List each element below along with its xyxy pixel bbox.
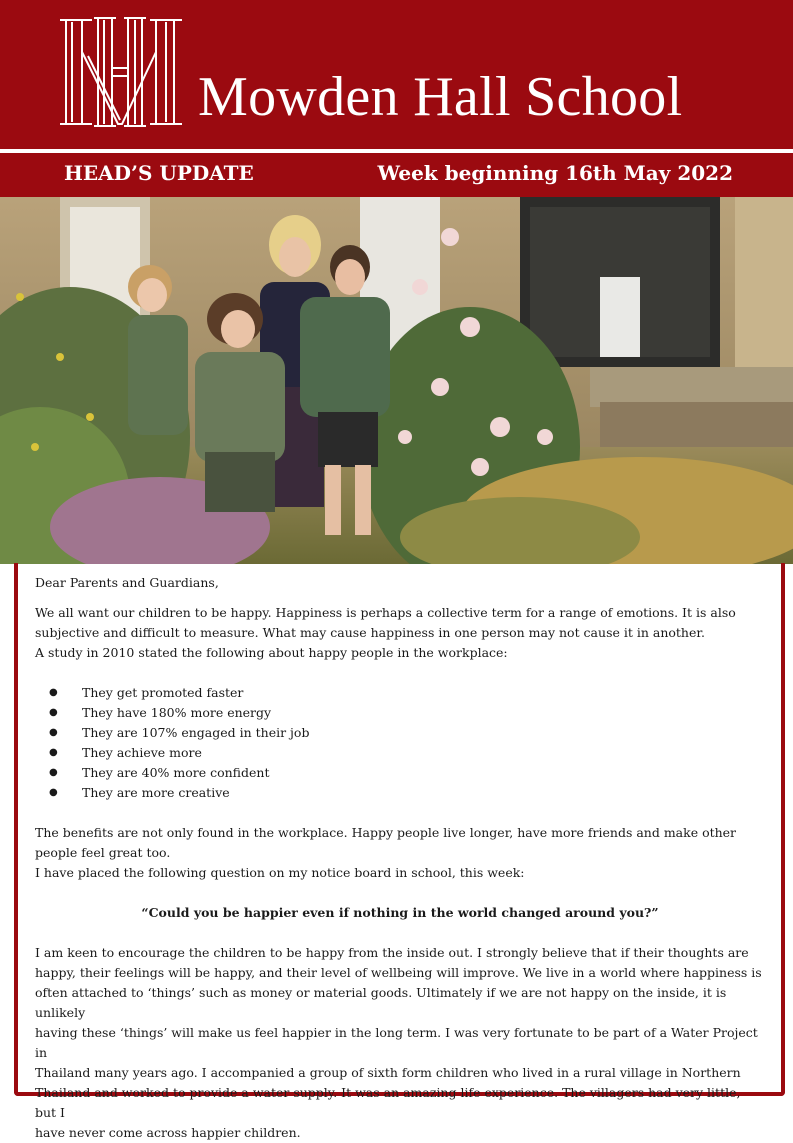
list-item: ● They achieve more — [35, 743, 765, 763]
mh-monogram-icon — [58, 12, 184, 132]
header-banner — [0, 0, 793, 197]
list-item: ● They are more creative — [35, 783, 765, 803]
para3-line: Thailand and worked to provide a water supply. It was an amazing life experience. The villagers had very little, but I — [35, 1085, 741, 1120]
benefits-list — [35, 683, 765, 803]
para1-line: A study in 2010 stated the following about happy people in the workplace: — [35, 645, 508, 660]
para1-line: subjective and difficult to measure. What may cause happiness in one person may not cause it in another. — [35, 625, 705, 640]
para3-line: having these ‘things’ will make us feel happier in the long term. I was very fortunate to be part of a Water Project in — [35, 1025, 758, 1060]
banner-divider — [0, 149, 793, 153]
list-item: ● They are 40% more confident — [35, 763, 765, 783]
list-item: ● They are 107% engaged in their job — [35, 723, 765, 743]
list-item: ● They get promoted faster — [35, 683, 765, 703]
notice-board-quote: “Could you be happier even if nothing in the world changed around you?” — [141, 905, 659, 920]
para2-line: people feel great too. — [35, 845, 171, 860]
school-name: Mowden Hall School — [198, 66, 683, 128]
para1-line: We all want our children to be happy. Happiness is perhaps a collective term for a range of emotions. It is also — [35, 605, 736, 620]
salutation: Dear Parents and Guardians, — [35, 575, 219, 590]
para3-line: I am keen to encourage the children to be happy from the inside out. I strongly believe that if their thoughts are — [35, 945, 749, 960]
para3-line: happy, their feelings will be happy, and their level of wellbeing will improve. We live in a world where happiness is — [35, 965, 762, 980]
list-item: ● They have 180% more energy — [35, 703, 765, 723]
para3-line: often attached to ‘things’ such as money or material goods. Ultimately if we are not happy on the inside, it is unlikely — [35, 985, 727, 1020]
heads-update-label: HEAD’S UPDATE — [64, 161, 254, 185]
para3-line: Thailand many years ago. I accompanied a group of sixth form children who lived in a rural village in Northern — [35, 1065, 741, 1080]
para2-line: I have placed the following question on my notice board in school, this week: — [35, 865, 525, 880]
para2-line: The benefits are not only found in the workplace. Happy people live longer, have more friends and make other — [35, 825, 737, 840]
letter-body — [35, 573, 765, 1143]
week-label: Week beginning 16th May 2022 — [377, 161, 733, 185]
pupils-with-teacher-photo — [0, 197, 793, 564]
para3-line: have never come across happier children. — [35, 1125, 301, 1140]
